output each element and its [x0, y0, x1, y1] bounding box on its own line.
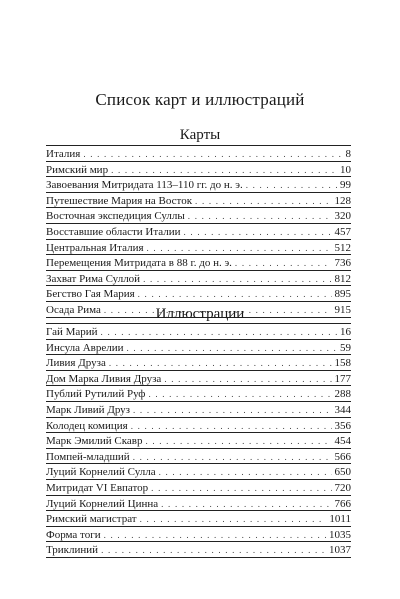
entry-label: Римский магистрат — [46, 513, 137, 526]
entry-label: Перемещения Митридата в 88 г. до н. э. — [46, 257, 232, 270]
dot-leader — [188, 209, 332, 225]
entry-page-number: 8 — [345, 148, 351, 160]
dot-leader — [133, 403, 331, 419]
dot-leader — [111, 163, 337, 179]
entry-page-number: 344 — [334, 403, 351, 416]
illustration-entry — [46, 511, 351, 527]
entry-page-number: 812 — [334, 272, 351, 285]
entry-label: Ливия Друза — [46, 357, 106, 370]
entry-page-number: 59 — [340, 341, 351, 354]
dot-leader — [101, 543, 326, 559]
entry-page-number: 1011 — [329, 513, 351, 526]
dot-leader — [145, 434, 331, 450]
entry-label: Публий Рутилий Руф — [46, 388, 146, 401]
illustrations-list — [46, 323, 351, 558]
map-entry — [46, 162, 351, 178]
entry-label: Помпей-младший — [46, 450, 130, 463]
entry-page-number: 766 — [334, 497, 351, 510]
dot-leader — [148, 387, 331, 403]
illustration-entry — [46, 449, 351, 465]
illustrations-section-heading: Иллюстрации — [155, 306, 245, 322]
entry-page-number: 1035 — [329, 528, 351, 541]
dot-leader — [184, 225, 332, 241]
dot-leader — [147, 241, 332, 257]
map-entry — [46, 286, 351, 302]
entry-label: Завоевания Митридата 113–110 гг. до н. э. — [46, 179, 243, 192]
dot-leader — [104, 528, 326, 544]
illustration-entry — [46, 480, 351, 496]
dot-leader — [127, 341, 338, 357]
illustration-entry — [46, 402, 351, 418]
illustration-entry — [46, 324, 351, 340]
dot-leader — [164, 372, 331, 388]
entry-page-number: 356 — [334, 419, 351, 432]
entry-page-number: 720 — [334, 481, 351, 494]
entry-label: Восставшие области Италии — [46, 225, 181, 238]
entry-page-number: 10 — [340, 163, 351, 176]
entry-page-number: 915 — [334, 303, 351, 316]
dot-leader — [131, 419, 332, 435]
illustration-entry — [46, 542, 351, 558]
entry-page-number: 457 — [334, 225, 351, 238]
entry-label: Митридат VI Евпатор — [46, 481, 149, 494]
entry-page-number: 177 — [334, 372, 351, 385]
illustration-entry — [46, 340, 351, 356]
map-entry — [46, 146, 351, 162]
entry-label: Марк Эмилий Скавр — [46, 435, 143, 448]
dot-leader — [151, 481, 331, 497]
entry-page-number: 99 — [340, 179, 351, 192]
entry-label: Италия — [46, 148, 81, 160]
illustration-entry — [46, 496, 351, 512]
entry-label: Колодец комиция — [46, 419, 128, 432]
entry-label: Триклиний — [46, 544, 99, 557]
maps-list — [46, 145, 351, 318]
illustration-entry — [46, 527, 351, 543]
dot-leader — [195, 194, 331, 210]
illustration-entry — [46, 371, 351, 387]
entry-label: Луций Корнелий Сулла — [46, 466, 156, 479]
illustration-entry — [46, 386, 351, 402]
entry-page-number: 650 — [334, 466, 351, 479]
entry-page-number: 736 — [334, 257, 351, 270]
entry-label: Бегство Гая Мария — [46, 288, 135, 301]
entry-label: Восточная экспедиция Суллы — [46, 210, 185, 223]
entry-label: Захват Рима Суллой — [46, 272, 141, 285]
map-entry — [46, 271, 351, 287]
entry-label: Форма тоги — [46, 528, 101, 541]
entry-page-number: 1037 — [329, 544, 351, 557]
maps-section-heading: Карты — [179, 127, 221, 143]
entry-page-number: 288 — [334, 388, 351, 401]
entry-label: Путешествие Мария на Восток — [46, 194, 193, 207]
illustration-entry — [46, 433, 351, 449]
entry-label: Римский мир — [46, 163, 109, 176]
dot-leader — [246, 178, 337, 194]
entry-page-number: 454 — [334, 435, 351, 448]
dot-leader — [109, 356, 332, 372]
entry-label: Луций Корнелий Цинна — [46, 497, 159, 510]
map-entry — [46, 240, 351, 256]
illustration-entry — [46, 418, 351, 434]
entry-label: Гай Марий — [46, 326, 98, 338]
entry-page-number: 895 — [334, 288, 351, 301]
dot-leader — [140, 512, 327, 528]
entry-page-number: 566 — [334, 450, 351, 463]
dot-leader — [159, 465, 332, 481]
entry-page-number: 128 — [334, 194, 351, 207]
entry-page-number: 320 — [334, 210, 351, 223]
page-title: Список карт и иллюстраций — [95, 90, 305, 109]
entry-page-number: 512 — [334, 241, 351, 254]
dot-leader — [133, 450, 332, 466]
dot-leader — [143, 272, 331, 288]
map-entry — [46, 208, 351, 224]
entry-label: Центральная Италия — [46, 241, 144, 254]
map-entry — [46, 177, 351, 193]
dot-leader — [138, 287, 332, 303]
dot-leader — [101, 325, 337, 341]
dot-leader — [161, 497, 331, 513]
dot-leader — [83, 147, 342, 163]
entry-label: Инсула Аврелии — [46, 341, 124, 354]
entry-page-number: 16 — [340, 326, 351, 338]
entry-label: Дом Марка Ливия Друза — [46, 372, 162, 385]
illustration-entry — [46, 355, 351, 371]
illustration-entry — [46, 464, 351, 480]
map-entry — [46, 224, 351, 240]
entry-label: Осада Рима — [46, 303, 101, 316]
entry-page-number: 158 — [334, 357, 351, 370]
map-entry — [46, 193, 351, 209]
map-entry — [46, 255, 351, 271]
dot-leader — [235, 256, 332, 272]
entry-label: Марк Ливий Друз — [46, 403, 131, 416]
